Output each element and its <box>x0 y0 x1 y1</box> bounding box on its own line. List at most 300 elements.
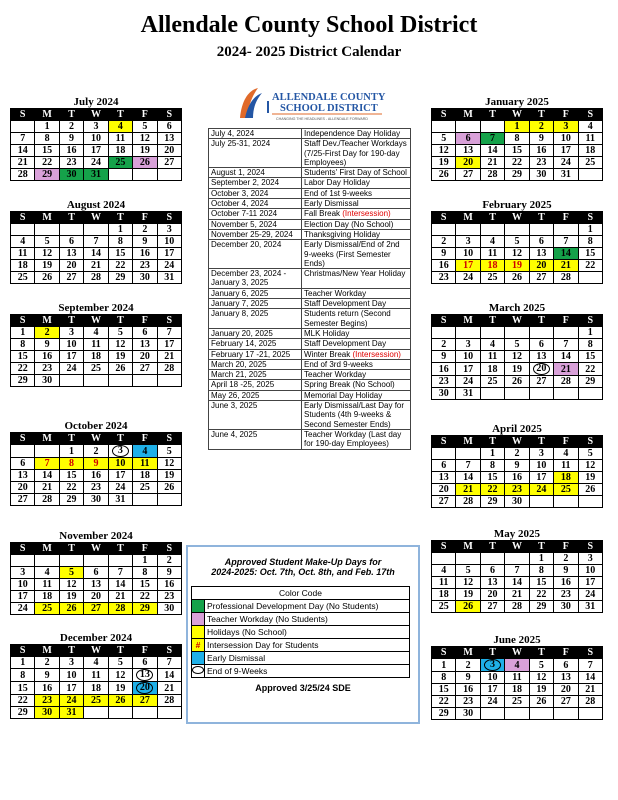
event-text: Labor Day Holiday <box>304 178 370 188</box>
calendar-day: 18 <box>432 589 456 601</box>
legend-item: Professional Development Day (No Students) <box>205 600 410 613</box>
calendar-day: 23 <box>133 260 157 272</box>
event-text: Spring Break (No School) <box>304 380 395 390</box>
oval-swatch <box>192 665 205 678</box>
calendar-day: 5 <box>59 567 83 579</box>
calendar-day: 3 <box>84 121 108 133</box>
calendar-day: 6 <box>84 567 108 579</box>
calendar-day: 21 <box>157 351 181 363</box>
calendar-day: 26 <box>529 696 553 708</box>
calendar-day: 6 <box>554 659 578 672</box>
event-text: End of 1st 9-weeks <box>304 188 373 198</box>
calendar-day: 12 <box>505 248 529 260</box>
calendar-day: 15 <box>11 351 35 363</box>
calendar-day: 22 <box>11 695 35 707</box>
calendar-day: 10 <box>157 236 181 248</box>
event-description <box>302 349 411 359</box>
event-text: Early Dismissal/End of 2nd 9-weeks (First Semester Ends) <box>304 240 400 268</box>
calendar-day: 22 <box>59 482 83 494</box>
event-date: February 14, 2025 <box>209 339 302 349</box>
calendar-day: 17 <box>456 260 480 272</box>
weekday-header: T <box>529 212 553 224</box>
legend-box <box>186 545 420 724</box>
weekday-header: W <box>84 543 108 555</box>
calendar-day: 11 <box>432 577 456 589</box>
calendar-day: 15 <box>578 351 602 363</box>
calendar-day: 24 <box>480 696 504 708</box>
calendar-day: 28 <box>84 272 108 284</box>
calendar-day: 21 <box>554 363 578 376</box>
weekday-header: F <box>133 433 157 445</box>
calendar-day: 24 <box>59 363 83 375</box>
weekday-header: T <box>529 541 553 553</box>
calendar-week <box>11 579 182 591</box>
calendar-day: 26 <box>432 169 456 181</box>
event-row <box>209 309 411 329</box>
calendar-day <box>456 121 480 133</box>
logo-tagline: CHANGING THE HEADLINES - ALLENDALE FORWARD <box>276 117 368 121</box>
calendar-day <box>84 224 108 236</box>
event-date: March 20, 2025 <box>209 359 302 369</box>
calendar-day: 21 <box>578 684 602 696</box>
event-row <box>209 240 411 269</box>
event-description <box>302 429 411 449</box>
calendar-day: 29 <box>578 376 602 388</box>
calendar-day: 6 <box>480 565 504 577</box>
calendar-day <box>108 375 132 387</box>
calendar-week <box>11 121 182 133</box>
weekday-header: W <box>505 541 529 553</box>
calendar-day: 13 <box>554 672 578 684</box>
calendar-day <box>480 659 504 672</box>
event-row <box>209 178 411 188</box>
event-row <box>209 288 411 298</box>
calendar-day: 11 <box>11 248 35 260</box>
event-row <box>209 229 411 239</box>
calendar-day: 22 <box>578 260 602 272</box>
weekday-header: M <box>456 315 480 327</box>
weekday-header: S <box>157 109 181 121</box>
calendar-day: 9 <box>529 133 553 145</box>
weekday-header: S <box>157 543 181 555</box>
weekday-header: T <box>108 433 132 445</box>
month-name: October 2024 <box>64 420 128 432</box>
calendar-day: 11 <box>554 460 578 472</box>
calendar-day: 20 <box>554 684 578 696</box>
logo-line2: SCHOOL DISTRICT <box>280 103 378 114</box>
weekday-header: S <box>157 212 181 224</box>
calendar-day: 1 <box>578 327 602 339</box>
calendar-day: 15 <box>529 577 553 589</box>
calendar-week <box>432 376 603 388</box>
calendar-day: 13 <box>157 133 181 145</box>
calendar-day: 10 <box>456 351 480 363</box>
weekday-header: T <box>59 543 83 555</box>
calendar-day <box>157 169 181 181</box>
calendar-day: 2 <box>35 327 59 339</box>
calendar-day <box>432 121 456 133</box>
calendar-day: 13 <box>529 248 553 260</box>
calendar-week <box>432 672 603 684</box>
calendar-day: 14 <box>480 145 504 157</box>
weekday-header: M <box>456 109 480 121</box>
event-description <box>302 339 411 349</box>
calendar-week <box>432 327 603 339</box>
calendar-week <box>432 696 603 708</box>
event-row <box>209 199 411 209</box>
calendar-day: 7 <box>480 133 504 145</box>
weekday-header: W <box>84 645 108 657</box>
calendar-day: 4 <box>35 567 59 579</box>
calendar-day: 11 <box>578 133 602 145</box>
event-description <box>302 269 411 289</box>
legend-item: End of 9-Weeks <box>205 665 410 678</box>
calendar-day: 29 <box>108 272 132 284</box>
calendar-day: 10 <box>108 458 132 470</box>
event-date: August 1, 2024 <box>209 168 302 178</box>
calendar-week <box>11 567 182 579</box>
calendar-day: 30 <box>84 494 108 506</box>
event-text: End of 3rd 9-weeks <box>304 359 373 369</box>
calendar-day: 7 <box>108 567 132 579</box>
calendar-day: 12 <box>578 460 602 472</box>
calendar-day <box>529 388 553 400</box>
calendar-day: 8 <box>432 672 456 684</box>
calendar-day: 16 <box>456 684 480 696</box>
calendar-day: 17 <box>59 682 83 695</box>
calendar-day: 27 <box>133 695 157 707</box>
weekday-header: W <box>505 212 529 224</box>
month-calendar <box>10 530 182 615</box>
month-calendar <box>431 528 603 613</box>
calendar-day: 11 <box>84 669 108 682</box>
calendar-day: 17 <box>59 351 83 363</box>
end-of-9-weeks-marker: 20 <box>533 363 550 375</box>
calendar-day <box>84 375 108 387</box>
calendar-day <box>133 169 157 181</box>
calendar-day <box>432 224 456 236</box>
event-date: December 23, 2024 - January 3, 2025 <box>209 269 302 289</box>
calendar-day: 21 <box>505 589 529 601</box>
event-text: Staff Development Day <box>304 299 387 309</box>
month-name: November 2024 <box>59 530 133 542</box>
calendar-day: 9 <box>157 567 181 579</box>
event-description <box>302 299 411 309</box>
calendar-day: 25 <box>505 696 529 708</box>
weekday-header: T <box>108 645 132 657</box>
calendar-day: 15 <box>505 145 529 157</box>
calendar-day: 10 <box>529 460 553 472</box>
calendar-day: 10 <box>554 133 578 145</box>
calendar-day: 6 <box>456 133 480 145</box>
calendar-day: 28 <box>480 169 504 181</box>
calendar-day: 21 <box>480 157 504 169</box>
calendar-week <box>11 695 182 707</box>
calendar-week <box>432 351 603 363</box>
calendar-day: 2 <box>84 445 108 458</box>
event-description <box>302 328 411 338</box>
weekday-header: T <box>480 541 504 553</box>
calendar-day: 28 <box>578 696 602 708</box>
month-calendar <box>10 96 182 181</box>
calendar-day: 18 <box>133 470 157 482</box>
calendar-day: 21 <box>11 157 35 169</box>
end-of-9-weeks-marker: 3 <box>112 445 129 457</box>
calendar-day: 12 <box>133 133 157 145</box>
calendar-day: 20 <box>11 482 35 494</box>
calendar-day: 13 <box>59 248 83 260</box>
calendar-day: 1 <box>108 224 132 236</box>
calendar-day: 13 <box>456 145 480 157</box>
month-calendar <box>10 420 182 506</box>
calendar-day: 4 <box>432 565 456 577</box>
calendar-day: 22 <box>108 260 132 272</box>
calendar-day <box>35 224 59 236</box>
event-description <box>302 188 411 198</box>
calendar-day: 29 <box>480 496 504 508</box>
weekday-header: T <box>59 212 83 224</box>
weekday-header: T <box>480 109 504 121</box>
month-name: January 2025 <box>485 96 549 108</box>
calendar-day: 21 <box>157 682 181 695</box>
calendar-day: 14 <box>84 248 108 260</box>
weekday-header: M <box>456 436 480 448</box>
weekday-header: S <box>432 647 456 659</box>
calendar-day: 13 <box>480 577 504 589</box>
calendar-day: 8 <box>578 339 602 351</box>
calendar-day: 4 <box>108 121 132 133</box>
weekday-header: F <box>133 109 157 121</box>
calendar-day <box>59 555 83 567</box>
event-description <box>302 380 411 390</box>
calendar-day <box>157 375 181 387</box>
calendar-day: 18 <box>108 145 132 157</box>
event-date: January 7, 2025 <box>209 299 302 309</box>
calendar-day: 7 <box>157 327 181 339</box>
calendar-day: 8 <box>578 236 602 248</box>
calendar-day: 7 <box>157 657 181 669</box>
calendar-day: 21 <box>554 260 578 272</box>
calendar-week <box>11 445 182 458</box>
weekday-header: M <box>456 212 480 224</box>
calendar-day <box>578 496 602 508</box>
calendar-day: 1 <box>505 121 529 133</box>
event-date: January 6, 2025 <box>209 288 302 298</box>
event-text: Early Dismissal/Last Day for Students (4th 9-weeks & Second Semester Ends) <box>304 401 405 429</box>
calendar-day: 26 <box>578 484 602 496</box>
legend-item: Intersession Day for Students <box>205 639 410 652</box>
calendar-day: 27 <box>480 601 504 613</box>
calendar-day: 10 <box>578 565 602 577</box>
calendar-day: 31 <box>456 388 480 400</box>
calendar-day: 29 <box>133 603 157 615</box>
weekday-header: T <box>529 436 553 448</box>
calendar-day <box>456 553 480 565</box>
calendar-day: 25 <box>432 601 456 613</box>
calendar-week <box>432 448 603 460</box>
event-row <box>209 269 411 289</box>
calendar-day: 2 <box>157 555 181 567</box>
weekday-header: F <box>554 647 578 659</box>
weekday-header: W <box>505 647 529 659</box>
weekday-header: F <box>554 315 578 327</box>
calendar-day: 19 <box>59 591 83 603</box>
event-text: Staff Dev./Teacher Workdays (7/25-First Day for 190-day Employees) <box>304 139 407 167</box>
calendar-day: 26 <box>108 695 132 707</box>
weekday-header: S <box>11 433 35 445</box>
calendar-day <box>35 445 59 458</box>
calendar-day: 6 <box>11 458 35 470</box>
calendar-day: 5 <box>529 659 553 672</box>
event-text: Fall Break <box>304 209 341 219</box>
calendar-day: 21 <box>35 482 59 494</box>
calendar-day <box>480 327 504 339</box>
calendar-day: 10 <box>456 248 480 260</box>
calendar-day: 17 <box>84 145 108 157</box>
calendar-day: 1 <box>432 659 456 672</box>
weekday-header: T <box>108 315 132 327</box>
calendar-day <box>432 553 456 565</box>
calendar-day: 8 <box>35 133 59 145</box>
calendar-day: 3 <box>456 236 480 248</box>
calendar-day: 26 <box>59 603 83 615</box>
calendar-week <box>432 577 603 589</box>
calendar-day: 6 <box>59 236 83 248</box>
calendar-day: 30 <box>35 375 59 387</box>
event-text: Election Day (No School) <box>304 219 394 229</box>
calendar-day: 30 <box>456 708 480 720</box>
calendar-day <box>505 553 529 565</box>
weekday-header: T <box>480 212 504 224</box>
calendar-day: 27 <box>554 696 578 708</box>
calendar-day: 27 <box>432 496 456 508</box>
calendar-day: 16 <box>554 577 578 589</box>
calendar-day <box>554 708 578 720</box>
calendar-day: 24 <box>578 589 602 601</box>
weekday-header: F <box>554 541 578 553</box>
calendar-day: 2 <box>133 224 157 236</box>
calendar-day: 14 <box>505 577 529 589</box>
weekday-header: T <box>108 109 132 121</box>
calendar-day: 9 <box>456 672 480 684</box>
calendar-week <box>432 472 603 484</box>
calendar-day: 11 <box>480 248 504 260</box>
event-description <box>302 219 411 229</box>
weekday-header: F <box>554 109 578 121</box>
weekday-header: T <box>529 647 553 659</box>
calendar-day: 4 <box>133 445 157 458</box>
calendar-day <box>505 708 529 720</box>
calendar-week <box>11 682 182 695</box>
calendar-day: 18 <box>554 472 578 484</box>
calendar-day: 13 <box>11 470 35 482</box>
calendar-day: 10 <box>59 339 83 351</box>
calendar-day: 29 <box>529 601 553 613</box>
calendar-day <box>133 669 157 682</box>
calendar-day: 20 <box>529 260 553 272</box>
calendar-day: 28 <box>554 376 578 388</box>
calendar-day: 19 <box>432 157 456 169</box>
calendar-day: 31 <box>554 169 578 181</box>
calendar-day: 19 <box>578 472 602 484</box>
event-description <box>302 390 411 400</box>
blue-swatch <box>192 652 205 665</box>
calendar-week <box>432 272 603 284</box>
event-row <box>209 339 411 349</box>
calendar-week <box>432 248 603 260</box>
calendar-day: 23 <box>59 157 83 169</box>
calendar-day: 11 <box>133 458 157 470</box>
event-row <box>209 359 411 369</box>
intersession-swatch: # <box>192 639 205 652</box>
calendar-day: 3 <box>529 448 553 460</box>
calendar-day: 13 <box>529 351 553 363</box>
calendar-day: 24 <box>157 260 181 272</box>
calendar-day: 18 <box>35 591 59 603</box>
calendar-week <box>432 708 603 720</box>
color-code-table <box>191 586 410 678</box>
weekday-header: S <box>432 315 456 327</box>
calendar-day: 8 <box>11 669 35 682</box>
calendar-day: 24 <box>456 272 480 284</box>
weekday-header: W <box>505 109 529 121</box>
calendar-week <box>432 684 603 696</box>
calendar-day: 27 <box>59 272 83 284</box>
calendar-day: 31 <box>59 707 83 719</box>
calendar-day: 25 <box>480 272 504 284</box>
weekday-header: S <box>578 436 602 448</box>
calendar-day <box>456 327 480 339</box>
month-name: May 2025 <box>493 528 541 540</box>
calendar-week <box>11 603 182 615</box>
calendar-day: 3 <box>554 121 578 133</box>
month-name: February 2025 <box>482 199 552 211</box>
weekday-header: T <box>59 109 83 121</box>
calendar-day <box>84 555 108 567</box>
calendar-day: 12 <box>529 672 553 684</box>
calendar-day: 23 <box>35 695 59 707</box>
calendar-week <box>11 375 182 387</box>
weekday-header: T <box>480 436 504 448</box>
weekday-header: M <box>35 315 59 327</box>
calendar-day: 3 <box>157 224 181 236</box>
calendar-day <box>59 375 83 387</box>
calendar-week <box>11 555 182 567</box>
calendar-week <box>11 470 182 482</box>
event-date: January 8, 2025 <box>209 309 302 329</box>
calendar-day: 12 <box>432 145 456 157</box>
calendar-day: 12 <box>108 669 132 682</box>
calendar-day: 10 <box>480 672 504 684</box>
yellow-swatch <box>192 626 205 639</box>
calendar-day <box>133 494 157 506</box>
weekday-header: M <box>35 543 59 555</box>
calendar-day: 18 <box>505 684 529 696</box>
calendar-day: 26 <box>505 376 529 388</box>
calendar-day: 15 <box>108 248 132 260</box>
calendar-day: 18 <box>84 682 108 695</box>
calendar-day: 12 <box>157 458 181 470</box>
calendar-day: 24 <box>11 603 35 615</box>
calendar-week <box>11 657 182 669</box>
calendar-day: 18 <box>480 260 504 272</box>
calendar-day: 11 <box>480 351 504 363</box>
event-date: March 21, 2025 <box>209 370 302 380</box>
month-name: April 2025 <box>492 423 542 435</box>
intersession-label: (Intersession) <box>352 349 401 359</box>
calendar-day: 22 <box>133 591 157 603</box>
calendar-day: 26 <box>505 272 529 284</box>
